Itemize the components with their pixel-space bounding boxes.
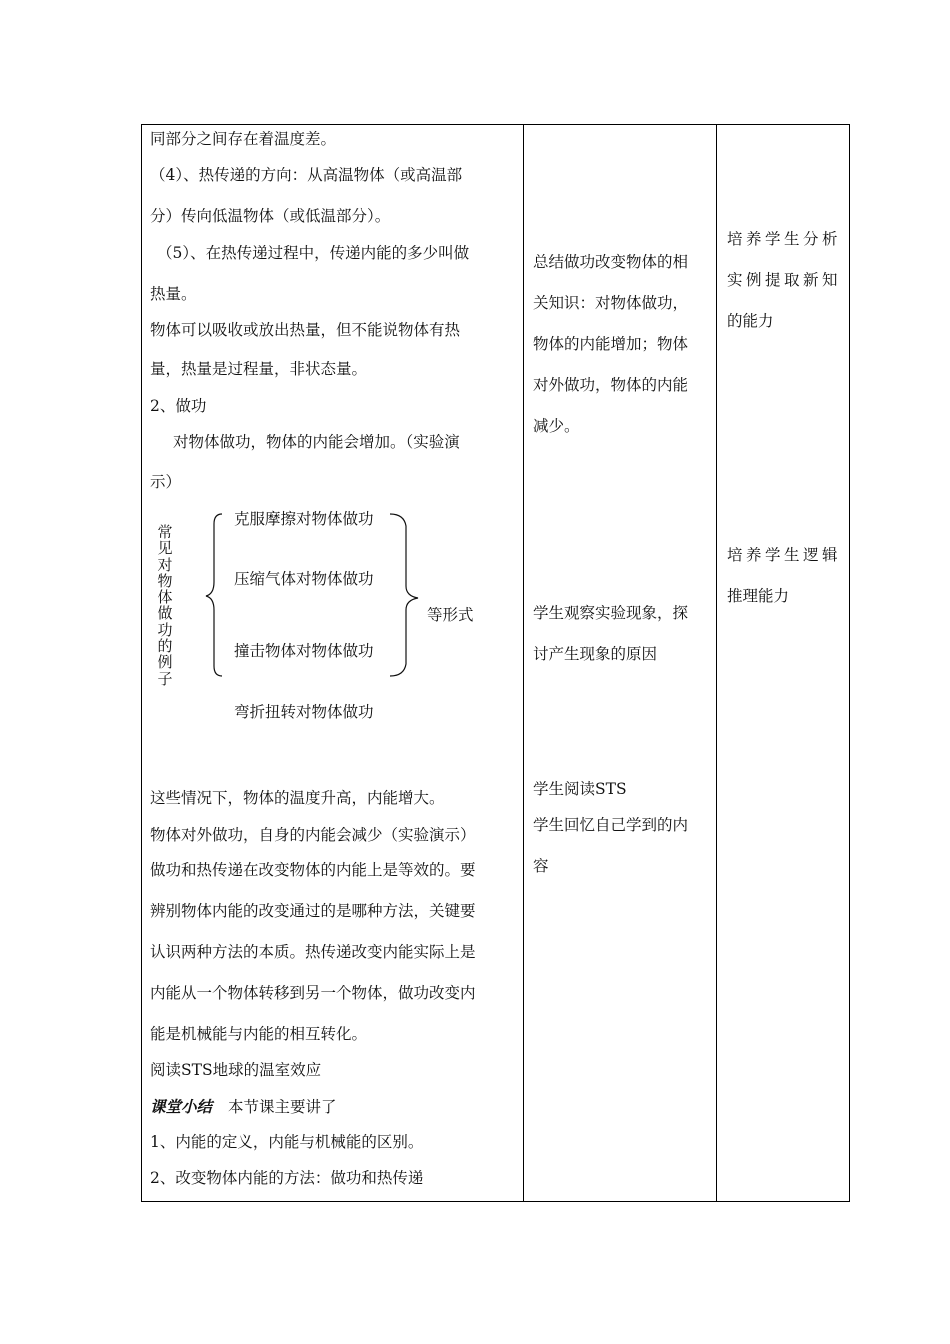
- content-line: 量，热量是过程量，非状态量。: [150, 360, 368, 378]
- content-line: 热量。: [150, 285, 197, 303]
- content-heading: 2、做功: [150, 397, 207, 415]
- diagram-side-label: 常见对物体做功的例子: [157, 523, 173, 688]
- content-line: 内能从一个物体转移到另一个物体，做功改变内: [150, 984, 476, 1002]
- activity-line: 学生回忆自己学到的内: [533, 816, 689, 834]
- diagram-item: 弯折扭转对物体做功: [234, 703, 374, 721]
- content-line: 物体可以吸收或放出热量，但不能说物体有热: [150, 321, 461, 339]
- column-divider-1: [523, 124, 524, 1202]
- content-line: （4）、热传递的方向：从高温物体（或高温部: [150, 166, 463, 184]
- content-line: 物体对外做功，自身的内能会减少（实验演示）: [150, 826, 476, 844]
- intent-line: 培养学生分析: [727, 230, 842, 248]
- activity-line: 学生阅读STS: [533, 780, 627, 798]
- activity-line: 总结做功改变物体的相: [533, 253, 689, 271]
- content-line: （5）、在热传递过程中，传递内能的多少叫做: [157, 244, 470, 262]
- diagram-item: 压缩气体对物体做功: [234, 570, 374, 588]
- content-line: 做功和热传递在改变物体的内能上是等效的。要: [150, 861, 476, 879]
- diagram-item: 克服摩擦对物体做功: [234, 510, 374, 528]
- content-line: 对物体做功，物体的内能会增加。（实验演: [173, 433, 460, 451]
- activity-line: 对外做功，物体的内能: [533, 376, 689, 394]
- content-line: 示）: [150, 473, 182, 491]
- content-line: 能是机械能与内能的相互转化。: [150, 1025, 368, 1043]
- content-line: 这些情况下，物体的温度升高，内能增大。: [150, 789, 445, 807]
- activity-line: 学生观察实验现象，探: [533, 604, 689, 622]
- left-brace-icon: [200, 510, 230, 680]
- diagram-item: 撞击物体对物体做功: [234, 642, 374, 660]
- intent-line: 推理能力: [727, 587, 790, 605]
- activity-line: 容: [533, 857, 549, 875]
- content-line: 认识两种方法的本质。热传递改变内能实际上是: [150, 943, 476, 961]
- activity-line: 减少。: [533, 417, 580, 435]
- content-line: 辨别物体内能的改变通过的是哪种方法，关键要: [150, 902, 476, 920]
- content-line: 分）传向低温物体（或低温部分）。: [150, 207, 391, 225]
- summary-line: [150, 1097, 337, 1117]
- intent-line: 的能力: [727, 312, 774, 330]
- right-brace-icon: [388, 510, 424, 680]
- content-line: 同部分之间存在着温度差。: [150, 130, 337, 148]
- intent-line: 实例提取新知: [727, 271, 842, 289]
- activity-line: 讨产生现象的原因: [533, 645, 658, 663]
- activity-line: 关知识：对物体做功，: [533, 294, 689, 312]
- summary-item: 1、内能的定义，内能与机械能的区别。: [150, 1133, 424, 1151]
- summary-intro: 本节课主要讲了: [228, 1098, 337, 1116]
- summary-title: 课堂小结: [150, 1097, 213, 1116]
- summary-item: 2、改变物体内能的方法：做功和热传递: [150, 1169, 424, 1187]
- activity-line: 物体的内能增加；物体: [533, 335, 689, 353]
- column-divider-2: [716, 124, 717, 1202]
- content-line: 阅读STS地球的温室效应: [150, 1061, 322, 1079]
- intent-line: 培养学生逻辑: [727, 546, 842, 564]
- diagram-right-label: 等形式: [427, 606, 474, 624]
